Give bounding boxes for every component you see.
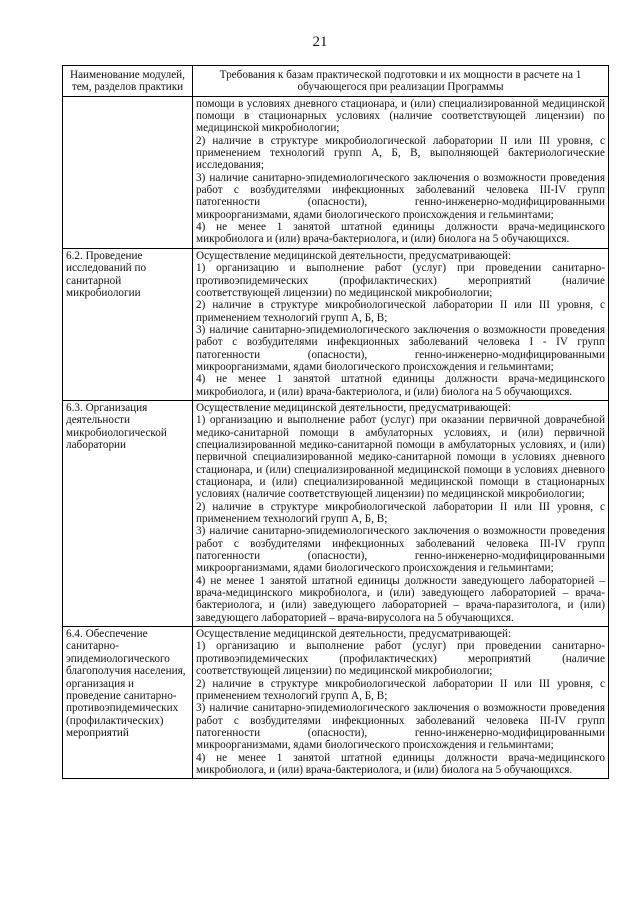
requirement-line: Осуществление медицинской деятельности, предусматривающей: xyxy=(196,249,512,262)
requirement-line: 2) наличие в структуре микробиологической лаборатории II или III уровня, с применением технологий групп А, Б, В, выполняющей бактериологические исследования; xyxy=(196,134,605,172)
requirement-line: 4) не менее 1 занятой штатной единицы должности заведующего лабораторией – врача-медицинского микробиолога, и (или) заведующего лабораторией – врача-бактериолога, и (или) заведующего лабораторией – врача-паразитолога, и (или) заведующего лабораторией – врача-вирусолога на 5 обучающихся. xyxy=(196,574,605,624)
requirements-cell xyxy=(193,248,609,400)
requirements-cell xyxy=(193,400,609,626)
requirement-line: 1) организацию и выполнение работ (услуг) при проведении санитарно-противоэпидемических (профилактических) мероприятий (наличие соответствующей лицензии) по медицинской микробиологии; xyxy=(196,262,605,299)
requirements-cell xyxy=(193,96,609,248)
requirements-cell xyxy=(193,627,609,779)
page-number: 21 xyxy=(312,34,328,50)
module-name-cell xyxy=(63,96,193,248)
requirement-line: помощи в условиях дневного стационара, и (или) специализированной медицинской помощи в стационарных условиях (наличие соответствующей лицензии) по медицинской микробиологии; xyxy=(196,97,605,135)
requirement-line: 3) наличие санитарно-эпидемиологического заключения о возможности проведения работ с возбудителями инфекционных заболеваний человека III-IV групп патогенности (опасности), генно-инженерно-модифицированными микроорганизмами, ядами биологического происхождения и гельминтами; xyxy=(196,171,605,221)
requirement-line: 2) наличие в структуре микробиологической лаборатории II или III уровня, с применением технологий групп А, Б, В; xyxy=(196,299,605,324)
header-module-name: Наименование модулей, тем, разделов практики xyxy=(63,66,193,97)
requirement-line: 4) не менее 1 занятой штатной единицы должности врача-медицинского микробиолога и (или) врача-бактериолога, и (или) биолога на 5 обучающихся. xyxy=(196,221,605,246)
table-header-row xyxy=(63,66,609,97)
table-row xyxy=(63,96,609,248)
requirement-line: Осуществление медицинской деятельности, предусматривающей: xyxy=(196,628,512,641)
table-row xyxy=(63,400,609,626)
table-row xyxy=(63,627,609,779)
requirement-line: 2) наличие в структуре микробиологической лаборатории II или III уровня, с применением технологий групп А, Б, В; xyxy=(196,500,605,526)
requirement-line: 4) не менее 1 занятой штатной единицы должности врача-медицинского микробиолога, и (или) врача-бактериолога, и (или) биолога на 5 обучающихся. xyxy=(196,373,605,398)
requirement-line: 2) наличие в структуре микробиологической лаборатории II или III уровня, с применением технологий групп А, Б, В; xyxy=(196,677,605,702)
header-requirements: Требования к базам практической подготовки и их мощности в расчете на 1 обучающегося при реализации Программы xyxy=(193,66,609,97)
module-name-cell: 6.4. Обеспечение санитарно-эпидемиологического благополучия населения, организация и проведение санитарно-противоэпидемических (профилактических) мероприятий xyxy=(63,627,193,779)
requirement-line: 3) наличие санитарно-эпидемиологического заключения о возможности проведения работ с возбудителями инфекционных заболеваний человека I - IV групп патогенности (опасности), генно-инженерно-модифицированными микроорганизмами, ядами биологического происхождения и гельминтами; xyxy=(196,323,605,373)
requirement-line: 1) организацию и выполнение работ (услуг) при оказании первичной доврачебной медико-санитарной помощи в амбулаторных условиях, и (или) первичной специализированной медико-санитарной помощи в амбулаторных условиях, и (или) первичной специализированной медико-санитарной помощи в условиях дневного стационара, и (или) специализированной медицинской помощи в условиях дневного стационара, и (или) специализированной медицинской помощи в стационарных условиях (наличие соответствующей лицензии) по медицинской микробиологии; xyxy=(196,414,605,501)
requirement-line: 3) наличие санитарно-эпидемиологического заключения о возможности проведения работ с возбудителями инфекционных заболеваний человека III-IV групп патогенности (опасности), генно-инженерно-модифицированными микроорганизмами, ядами биологического происхождения и гельминтами; xyxy=(196,702,605,752)
requirements-table xyxy=(62,65,609,779)
requirement-line: 1) организацию и выполнение работ (услуг) при проведении санитарно-противоэпидемических (профилактических) мероприятий (наличие соответствующей лицензии) по медицинской микробиологии; xyxy=(196,640,605,678)
requirement-line: 3) наличие санитарно-эпидемиологического заключения о возможности проведения работ с возбудителями инфекционных заболеваний человека III-IV групп патогенности (опасности), генно-инженерно-модифицированными микроорганизмами, ядами биологического происхождения и гельминтами; xyxy=(196,525,605,575)
requirement-line: 4) не менее 1 занятой штатной единицы должности врача-медицинского микробиолога, и (или) врача-бактериолога, и (или) биолога на 5 обучающихся. xyxy=(196,751,605,776)
requirement-line: Осуществление медицинской деятельности, предусматривающей: xyxy=(196,401,512,414)
module-name-cell: 6.3. Организация деятельности микробиологической лаборатории xyxy=(63,400,193,626)
module-name-cell: 6.2. Проведение исследований по санитарной микробиологии xyxy=(63,248,193,400)
table-row xyxy=(63,248,609,400)
